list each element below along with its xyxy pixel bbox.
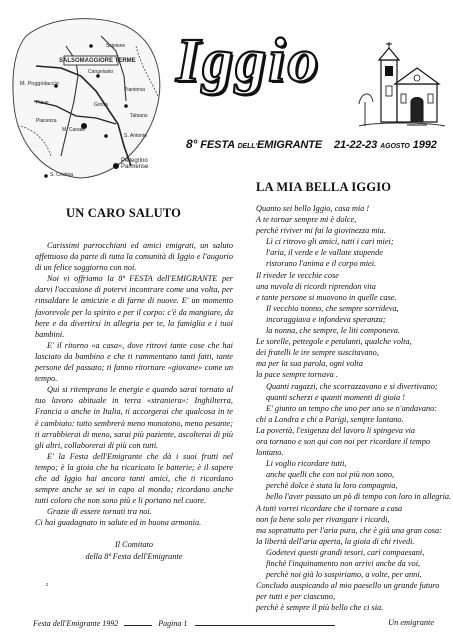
poem-line: perchè dolce è stata la loro compagnia, [266,481,398,491]
masthead-title: Iggio [176,27,321,95]
map-label-piacenza: Piacenza [36,118,57,124]
footer-publication: Festa dell'Emigrante 1992 [33,619,119,628]
left-heading: UN CARO SALUTO [66,206,182,220]
poem-line: ma per la sua parola, ogni volta [256,359,363,369]
poem-line: ora tornano e son qui con noi per ricordare il tempo [256,436,431,446]
poem-line: la libertà dell'aria aperta, la gioia di chi rivedi. [256,536,415,546]
poem-line: l'aria, il verde e le vallate stupende [266,248,383,258]
map-label-pieve: Pieve [36,100,49,106]
poem-line: una nuvola di ricordi riprendon vita [256,281,376,291]
left-paragraph: E' il ritorno «a casa», dove ritrovi tante cose che hai lasciato da bambino e che ti rammentano tanti fatti, tante persone del passato; ti fanno ritornare «giovane» come un tempo. [35,340,233,384]
left-article [35,229,233,562]
poem-line: Il riveder le vecchie cose [256,270,339,280]
poem-line: Le sorelle, pettegole e petulanti, qualche volta, [256,337,412,347]
poem-line: anche quelli che con noi più non sono, [266,470,395,480]
festa-month: AGOSTO [380,143,410,150]
map-label-tabiano: Tabiano [130,113,148,119]
poem-line: chi a Londra e chi a Parigi, sempre lontano. [256,414,404,424]
festa-banner [186,137,448,151]
map-label-canate: M. Canate [62,127,86,133]
map-label-grotta: Grotta [94,102,108,108]
footer [33,619,339,628]
poem-line: ristorano l'anima e il corpo miei. [266,259,377,269]
poem-line: non fa bene solo per rivangare i ricordi, [256,514,390,524]
poem-line: La povertà, l'esigenza del lavoro li spingeva via [256,425,416,435]
footer-rule [195,625,335,626]
left-signature-line1: Il Comitato [114,540,154,550]
map-label-piantonia: Piantonia [124,87,145,93]
poem-line: quanti scherzi e quanti momenti di gioia ! [266,392,405,402]
map-label-cangelasio: Cangelasio [88,69,114,75]
poem [256,203,452,629]
map-label-salsomaggiore: SALSOMAGGIORE TERME [59,58,136,64]
map-label-antonio: S. Antonio [124,133,147,139]
poem-line: bello l'aver passato un pò di tempo con loro in allegria. [266,492,452,502]
poem-line: perchè riviver mi fai la giovinezza mia. [256,226,386,236]
stray-mark: ² [46,582,49,590]
left-paragraph: Grazie di essere tornati tra noi. [47,507,152,517]
left-signature-line2: della 8ª Festa dell'Emigrante [85,551,183,561]
left-paragraph: Noi vi offriamo la 8ª FESTA dell'EMIGRANTE per darvi l'occasione di potervi incontrare come una volta, per rinsaldare le amicizie e di farne di nuove. E' un momento favorevole per lo spirito e per il corpo: c'è da mangiare, da bere e da divertirsi in allegria per te, la famiglia e i tuoi bambini. [35,274,233,339]
poem-line: Quanto sei bello Iggio, casa mia ! [256,204,370,213]
left-paragraph: Qui si ritemprano le energie e quando sarai tornato al tuo lavoro abituale in terra «straniera»: Inghilterra, Francia o anche in Italia, ti accorgerai che qualcosa in te è cambiato: tutto sembrerà meno monotono, meno pesante; ti arrabbierai di meno, sarai più paziente, ascolterai di più gli altri, collaborerai di più con tutti. [35,385,233,450]
poem-line: ma soprattutto per l'aria pura, che è già una gran cosa: [256,525,442,535]
festa-number: 8° [186,137,198,151]
poem-line: incoraggiava e infondeva speranza; [266,314,386,324]
poem-line: E' giunto un tempo che uno per uno se n'andavano: [266,403,438,413]
map-label-pellegrino: Pellegrino Parmense [121,158,149,170]
poem-line: Quanti ragazzi, che scorrazzavano e si divertivano; [266,381,438,391]
poem-line: Lì ci ritrovo gli amici, tutti i cari miei; [266,237,394,247]
poem-line: Il vecchio nonno, che sempre sorrideva, [266,303,399,313]
left-paragraph: Carissimi parrocchiani ed amici emigrati, un saluto affettuoso da parte di tutta la comunità di Iggio e l'augurio di un felice soggiorno con noi. [35,241,233,273]
poem-signature: Un emigrante [388,618,434,628]
poem-line: A te tornar sempre mi è dolce, [256,215,357,225]
poem-line: Li voglio ricordare tutti, [266,459,347,469]
festa-dell: DELL' [237,143,258,150]
poem-line: A tutti vorrei ricordare che il tornare a casa [256,503,403,513]
footer-page: Pagina 1 [158,619,188,628]
left-closing: Ci hai guadagnato in salute ed in buona armonia. [35,518,202,528]
poem-line: lontano. [256,448,284,458]
poem-line: dei fratelli le ire sempre suscitavano, [256,348,379,358]
poem-line: e tante persone si muovono in quelle case. [256,292,397,302]
poem-line: perchè è sempre il più bello che ci sia. [256,603,384,613]
festa-year: 1992 [412,139,437,151]
right-heading: LA MIA BELLA IGGIO [256,180,392,194]
left-paragraph: E' la Festa dell'Emigrante che dà i suoi frutti nel tempo; è la gioia che ha ricaricato le batterie; è il sapere che ad Iggio hai ancora tanti amici, che ti ricordano sempre anche se sei in capo al mondo; ricordano anche tutti coloro che non sono più e li portano nel cuore. [35,451,233,506]
poem-line: la nonna, che sempre, le liti componeva. [266,326,401,336]
map-label-cristina: S. Cristina [50,172,74,178]
poem-line: finchè l'inquinamento non arrivi anche da voi, [266,559,421,568]
poem-line: la pace sempre tornava . [256,370,338,380]
poem-line: per tutti e per ciascuno, [256,592,336,602]
church-illustration [355,42,447,134]
festa-emigrante: EMIGRANTE [257,139,323,151]
festa-word: FESTA [200,139,235,151]
footer-rule [124,625,152,626]
map-label-scipione: Scipione [106,43,126,49]
poem-line: perchè noi già lo sospiriamo, a volte, per anni. [266,570,422,580]
area-map [6,6,171,184]
festa-days: 21-22-23 [333,139,378,151]
poem-line: Concludo auspicando al mio paesello un grande futuro [256,581,440,591]
map-label-poggiolaccio: M. Poggiolaccio [20,81,59,87]
poem-line: Godetevi questi grandi tesori, cari compaesani, [266,547,425,557]
